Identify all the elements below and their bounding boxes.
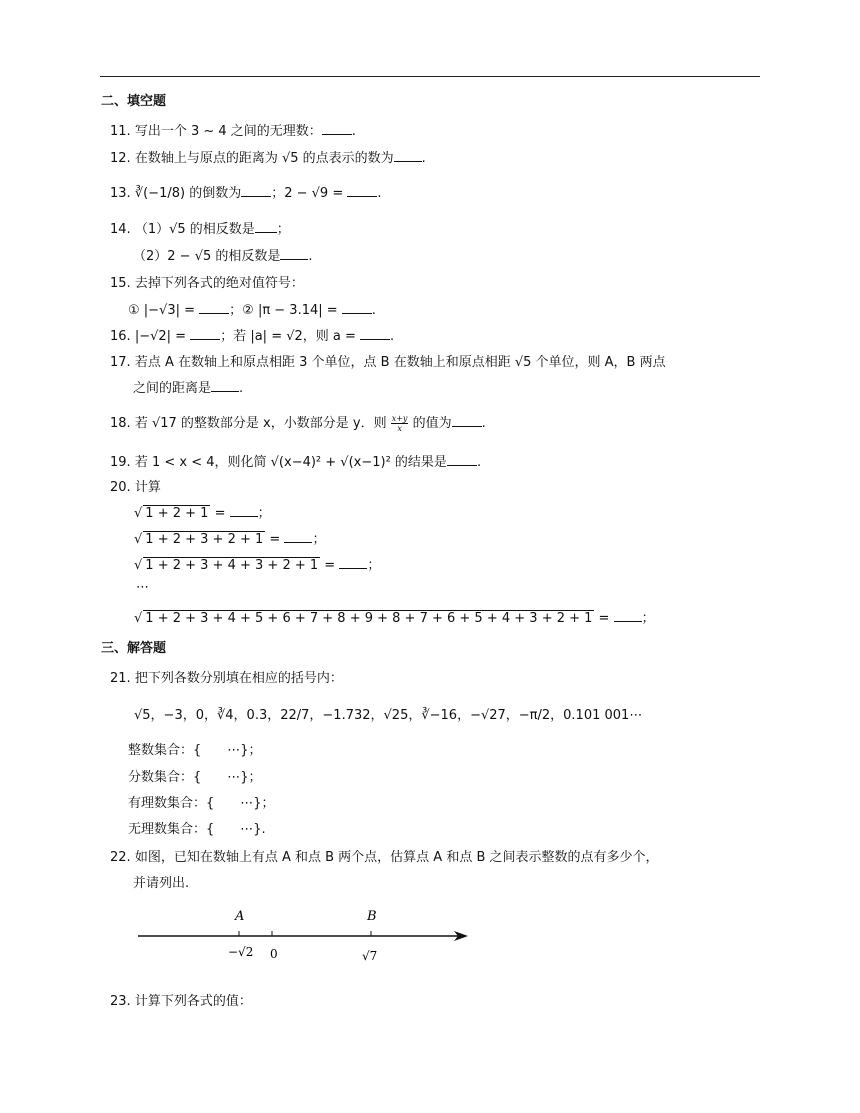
row-end: ；: [312, 532, 326, 547]
equals-sign: =: [594, 611, 614, 626]
question-number: 16.: [110, 329, 131, 344]
number-list: √5，−3，0，∛4，0.3，22/7，−1.732，√25，∛−16，−√27，−π/2，0.101 001⋯: [134, 708, 643, 723]
answer-blank[interactable]: [199, 301, 229, 314]
question-13: [110, 182, 381, 201]
question-text: （2）2 − √5 的相反数是: [133, 249, 281, 264]
question-16: [110, 325, 394, 344]
question-text-end: .: [421, 151, 426, 166]
answer-blank[interactable]: [452, 414, 482, 427]
question-text: 写出一个 3 ~ 4 之间的无理数：: [134, 124, 322, 139]
question-number: 23.: [110, 994, 131, 1009]
answer-blank[interactable]: [342, 301, 372, 314]
question-text: 若点 A 在数轴上和原点相距 3 个单位，点 B 在数轴上和原点相距 √5 个单位，则 A，B 两点: [134, 355, 666, 370]
calc-row: √ 1 + 2 + 3 + 4 + 5 + 6 + 7 + 8 + 9 + 8 + 7 + 6 + 5 + 4 + 3 + 2 + 1 = ；: [134, 611, 655, 626]
question-number: 13.: [110, 186, 131, 201]
question-text: 的值为: [412, 416, 452, 431]
set-irrational: [128, 818, 266, 837]
question-text-end: ；: [276, 222, 290, 237]
question-text-end: .: [371, 303, 376, 318]
equals-sign: =: [210, 506, 230, 521]
radicand: 1 + 2 + 3 + 4 + 3 + 2 + 1: [145, 558, 319, 573]
set-label: 有理数集合：: [128, 796, 207, 811]
set-label: 无理数集合：: [128, 822, 207, 837]
question-number: 12.: [110, 151, 131, 166]
question-number: 11.: [110, 124, 131, 139]
question-15-parts: [128, 299, 376, 318]
question-18: [110, 412, 486, 433]
set-label: 分数集合：: [128, 770, 194, 785]
set-braces[interactable]: { ⋯}.: [206, 822, 266, 837]
answer-blank[interactable]: [230, 504, 258, 517]
fraction: [391, 414, 409, 433]
row-end: ；: [641, 611, 655, 626]
question-text-end: .: [481, 416, 486, 431]
question-23: [110, 990, 252, 1009]
question-text: 若 √17 的整数部分是 x，小数部分是 y．则: [134, 416, 387, 431]
question-17: [110, 351, 666, 370]
radicand: 1 + 2 + 3 + 4 + 5 + 6 + 7 + 8 + 9 + 8 + 7 + 6 + 5 + 4 + 3 + 2 + 1: [145, 611, 593, 626]
section-title-fill-in: 二、填空题: [101, 94, 167, 109]
question-22: [110, 846, 659, 865]
question-number: 15.: [110, 276, 131, 291]
question-text: 把下列各数分别填在相应的括号内：: [134, 671, 343, 686]
value-label-b: √7: [362, 949, 378, 963]
row-end: ；: [367, 558, 381, 573]
question-text: 计算下列各式的值：: [134, 994, 252, 1009]
question-text: ；② |π − 3.14| =: [229, 303, 342, 318]
answer-blank[interactable]: [255, 220, 277, 233]
question-text: （1）√5 的相反数是: [134, 222, 255, 237]
question-text: ；2 − √9 =: [271, 186, 348, 201]
radicand: 1 + 2 + 3 + 2 + 1: [145, 532, 264, 547]
calc-row: √ 1 + 2 + 1 = ；: [134, 506, 271, 521]
point-a-label: A: [235, 909, 245, 924]
set-braces[interactable]: { ⋯}；: [206, 796, 275, 811]
calc-row: √ 1 + 2 + 3 + 4 + 3 + 2 + 1 = ；: [134, 558, 381, 573]
calc-row: √ 1 + 2 + 3 + 2 + 1 = ；: [134, 532, 326, 547]
set-braces[interactable]: { ⋯}；: [193, 770, 262, 785]
question-11: [110, 120, 356, 139]
answer-blank[interactable]: [360, 327, 390, 340]
section-title-answer: 三、解答题: [101, 641, 167, 656]
answer-blank[interactable]: [339, 556, 367, 569]
answer-blank[interactable]: [280, 247, 308, 260]
value-label-a: −√2: [228, 945, 254, 959]
question-text-end: .: [239, 381, 244, 396]
value-label-zero: 0: [270, 947, 278, 961]
question-number: 17.: [110, 355, 131, 370]
question-12: [110, 147, 426, 166]
radicand: 1 + 2 + 1: [145, 506, 209, 521]
answer-blank[interactable]: [211, 379, 239, 392]
number-line-figure: [130, 900, 480, 972]
question-15: [110, 272, 304, 291]
row-end: ；: [257, 506, 271, 521]
answer-blank[interactable]: [322, 122, 352, 135]
answer-blank[interactable]: [347, 184, 377, 197]
point-b-label: B: [367, 909, 377, 924]
answer-blank[interactable]: [614, 609, 642, 622]
question-text-end: .: [308, 249, 313, 264]
ellipsis: ⋯: [136, 580, 149, 595]
question-text: 如图，已知在数轴上有点 A 和点 B 两个点，估算点 A 和点 B 之间表示整数的点有多少个，: [134, 850, 659, 865]
answer-blank[interactable]: [447, 453, 477, 466]
question-text-end: .: [390, 329, 395, 344]
question-text: ① |−√3| =: [128, 303, 200, 318]
question-text: 计算: [134, 480, 161, 495]
question-20: [110, 476, 161, 495]
set-fraction: [128, 766, 262, 785]
question-17-line-2: [133, 377, 243, 396]
question-text: ；若 |a| = √2，则 a =: [220, 329, 361, 344]
question-text-end: .: [351, 124, 356, 139]
question-21: [110, 667, 343, 686]
question-text-end: .: [476, 455, 482, 470]
question-text: ∛(−1/8) 的倒数为: [134, 186, 242, 201]
set-label: 整数集合：: [128, 743, 194, 758]
top-rule: [100, 76, 760, 77]
question-text: 之间的距离是: [133, 381, 212, 396]
question-number: 22.: [110, 850, 131, 865]
question-text-end: .: [377, 186, 382, 201]
question-number: 20.: [110, 480, 131, 495]
question-text: 去掉下列各式的绝对值符号：: [134, 276, 304, 291]
set-rational: [128, 792, 275, 811]
answer-blank[interactable]: [241, 184, 271, 197]
fraction-numerator: x+y: [391, 414, 408, 423]
question-14-part-2: [133, 245, 313, 264]
question-number: 19.: [110, 455, 131, 470]
fraction-denominator: x: [397, 424, 402, 433]
question-number: 21.: [110, 671, 131, 686]
answer-blank[interactable]: [190, 327, 220, 340]
set-braces[interactable]: { ⋯}；: [193, 743, 262, 758]
question-text: 在数轴上与原点的距离为 √5 的点表示的数为: [134, 151, 394, 166]
equals-sign: =: [265, 532, 285, 547]
question-text: |−√2| =: [134, 329, 191, 344]
set-integer: [128, 739, 262, 758]
question-22-line-2: 并请列出.: [133, 876, 190, 891]
question-14: [110, 218, 290, 237]
question-number: 18.: [110, 416, 131, 431]
question-text: 若 1 < x < 4，则化简 √(x−4)² + √(x−1)² 的结果是: [134, 455, 447, 470]
answer-blank[interactable]: [394, 149, 422, 162]
answer-blank[interactable]: [284, 530, 312, 543]
question-19: [110, 451, 481, 470]
equals-sign: =: [320, 558, 340, 573]
question-number: 14.: [110, 222, 131, 237]
